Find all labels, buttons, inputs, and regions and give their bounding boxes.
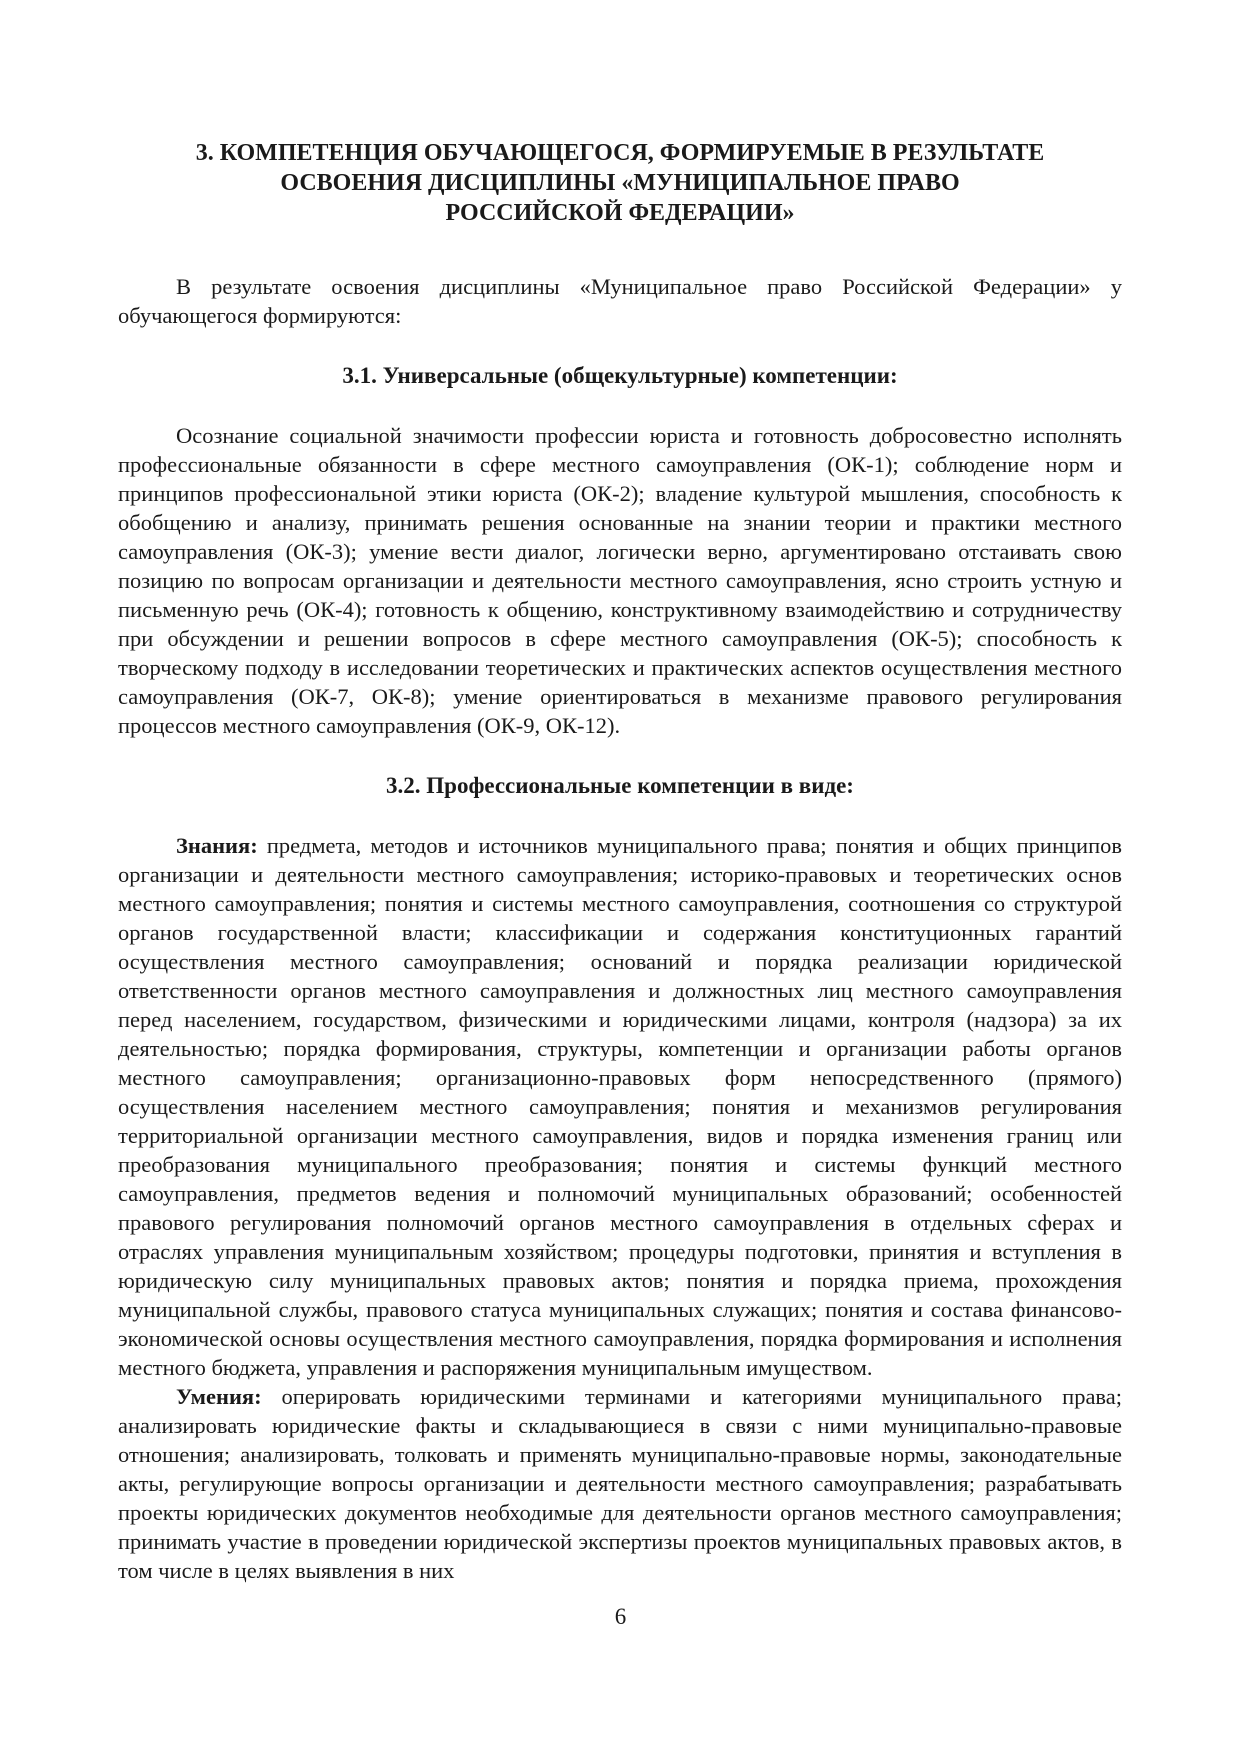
- section-3-1-paragraph: Осознание социальной значимости профессии юриста и готовность добросовестно исполнять профессиональные обязанности в сфере местного самоуправления (ОК-1); соблюдение норм и принципов профессиональной этики юриста (ОК-2); владение культурой мышления, способность к обобщению и анализу, принимать решения основанные на знании теории и практики местного самоуправления (ОК-3); умение вести диалог, логически верно, аргументировано отстаивать свою позицию по вопросам организации и деятельности местного самоуправления, ясно строить устную и письменную речь (ОК-4); готовность к общению, конструктивному взаимодействию и сотрудничеству при обсуждении и решении вопросов в сфере местного самоуправления (ОК-5); способность к творческому подходу в исследовании теоретических и практических аспектов осуществления местного самоуправления (ОК-7, ОК-8); умение ориентироваться в механизме правового регулирования процессов местного самоуправления (ОК-9, ОК-12).: [118, 423, 1122, 738]
- skills-paragraph: [118, 1382, 1122, 1585]
- document-page: [118, 138, 1122, 1585]
- chapter-title-line-2: ОСВОЕНИЯ ДИСЦИПЛИНЫ «МУНИЦИПАЛЬНОЕ ПРАВО: [280, 170, 960, 196]
- knowledge-text: предмета, методов и источников муниципального права; понятия и общих принципов организации и деятельности местного самоуправления; историко-правовых и теоретических основ местного самоуправления; понятия и системы местного самоуправления, соотношения со структурой органов государственной власти; классификации и содержания конституционных гарантий осуществления местного самоуправления; оснований и порядка реализации юридической ответственности органов местного самоуправления и должностных лиц местного самоуправления перед населением, государством, физическими и юридическими лицами, контроля (надзора) за их деятельностью; порядка формирования, структуры, компетенции и организации работы органов местного самоуправления; организационно-правовых форм непосредственного (прямого) осуществления населением местного самоуправления; понятия и механизмов регулирования территориальной организации местного самоуправления, видов и порядка изменения границ или преобразования муниципального преобразования; понятия и системы функций местного самоуправления, предметов ведения и полномочий муниципальных образований; особенностей правового регулирования полномочий органов местного самоуправления в отдельных сферах и отраслях управления муниципальным хозяйством; процедуры подготовки, принятия и вступления в юридическую силу муниципальных правовых актов; понятия и порядка приема, прохождения муниципальной службы, правового статуса муниципальных служащих; понятия и состава финансово-экономической основы осуществления местного самоуправления, порядка формирования и исполнения местного бюджета, управления и распоряжения муниципальным имуществом.: [118, 833, 1122, 1380]
- knowledge-paragraph: [118, 831, 1122, 1382]
- section-3-1-heading: 3.1. Универсальные (общекультурные) компетенции:: [342, 363, 898, 388]
- knowledge-term: Знания:: [176, 833, 258, 858]
- chapter-title-line-1: 3. КОМПЕТЕНЦИЯ ОБУЧАЮЩЕГОСЯ, ФОРМИРУЕМЫЕ В РЕЗУЛЬТАТЕ: [195, 140, 1045, 166]
- section-3-2-heading: 3.2. Профессиональные компетенции в виде:: [386, 773, 854, 798]
- page-number: 6: [614, 1604, 627, 1629]
- intro-paragraph: В результате освоения дисциплины «Муниципальное право Российской Федерации» у обучающегося формируются:: [118, 274, 1122, 328]
- chapter-title-line-3: РОССИЙСКОЙ ФЕДЕРАЦИИ»: [445, 200, 795, 226]
- skills-text: оперировать юридическими терминами и категориями муниципального права; анализировать юридические факты и складывающиеся в связи с ними муниципально-правовые отношения; анализировать, толковать и применять муниципально-правовые нормы, законодательные акты, регулирующие вопросы организации и деятельности местного самоуправления; разрабатывать проекты юридических документов необходимые для деятельности органов местного самоуправления; принимать участие в проведении юридической экспертизы проектов муниципальных правовых актов, в том числе в целях выявления в них: [118, 1384, 1122, 1583]
- chapter-title: [118, 138, 1122, 228]
- skills-term: Умения:: [176, 1384, 262, 1409]
